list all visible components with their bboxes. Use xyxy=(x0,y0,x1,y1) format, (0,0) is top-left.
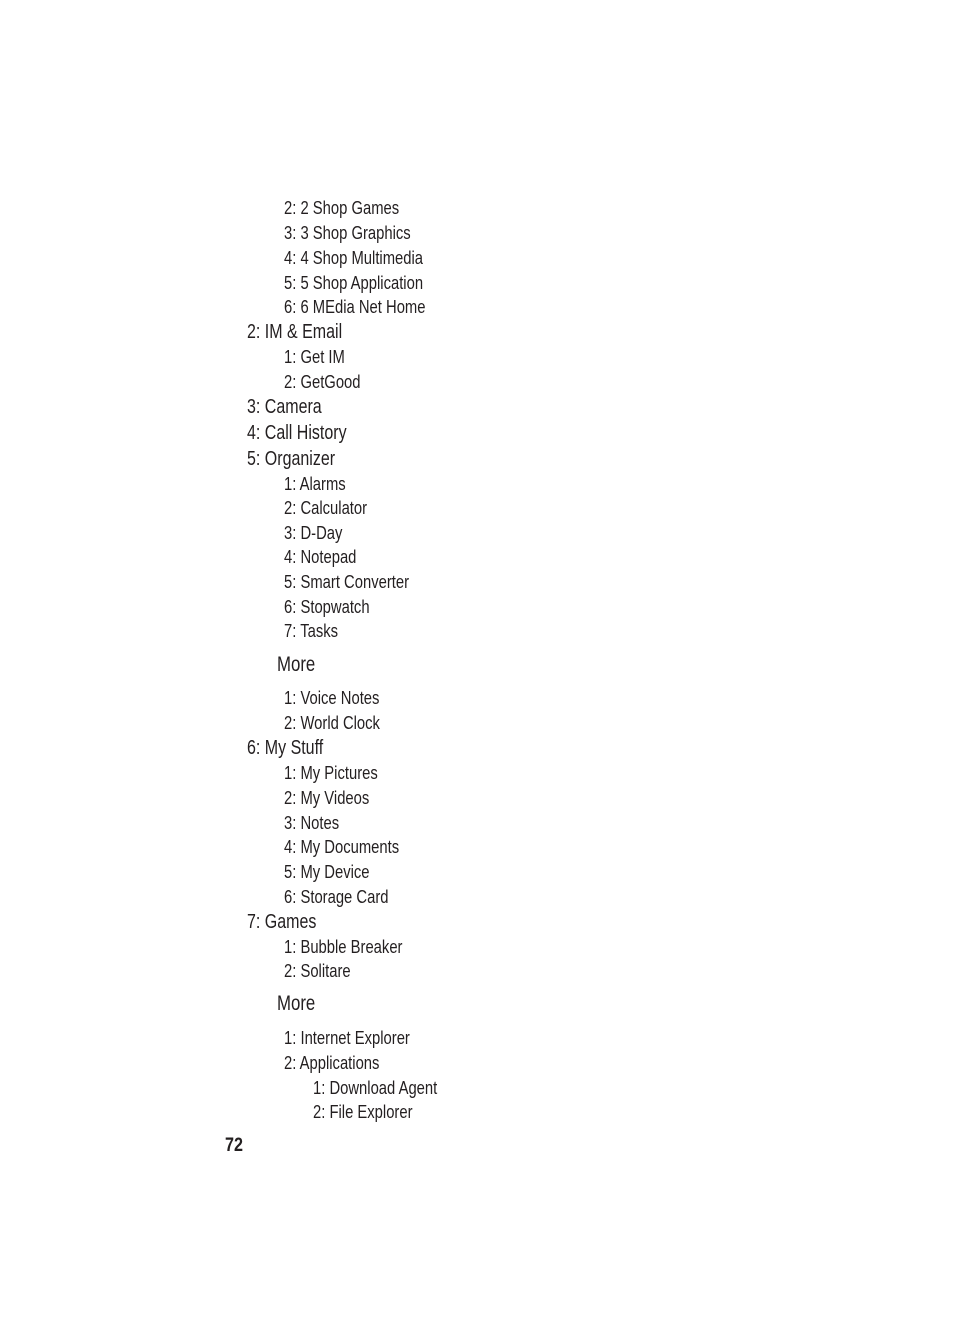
menu-item: 7: Games xyxy=(247,911,317,933)
menu-item: 3: 3 Shop Graphics xyxy=(284,222,411,243)
menu-item: 2: GetGood xyxy=(284,371,361,392)
menu-item: 2: Solitare xyxy=(284,960,351,981)
menu-item: 2: 2 Shop Games xyxy=(284,197,400,218)
more-heading: More xyxy=(277,992,316,1015)
menu-item: 1: Voice Notes xyxy=(284,687,380,708)
menu-item: 1: Bubble Breaker xyxy=(284,936,403,957)
menu-item: 3: Notes xyxy=(284,812,340,833)
menu-item: 4: Call History xyxy=(247,422,347,444)
menu-item: 5: My Device xyxy=(284,861,370,882)
menu-item: 6: Stopwatch xyxy=(284,596,370,617)
menu-item: 1: My Pictures xyxy=(284,762,378,783)
menu-item: 1: Alarms xyxy=(284,473,346,494)
menu-item: 4: My Documents xyxy=(284,836,400,857)
menu-item: 5: Smart Converter xyxy=(284,571,410,592)
menu-item: 2: My Videos xyxy=(284,787,370,808)
menu-item: 2: Applications xyxy=(284,1052,380,1073)
menu-item: 3: Camera xyxy=(247,396,322,418)
menu-item: 1: Download Agent xyxy=(313,1077,438,1098)
menu-item: 3: D-Day xyxy=(284,522,343,543)
menu-item: 4: 4 Shop Multimedia xyxy=(284,247,424,268)
more-heading: More xyxy=(277,653,316,676)
menu-item: 1: Internet Explorer xyxy=(284,1027,410,1048)
menu-item: 6: 6 MEdia Net Home xyxy=(284,296,426,317)
menu-item: 4: Notepad xyxy=(284,546,357,567)
menu-item: 2: World Clock xyxy=(284,712,380,733)
menu-item: 2: Calculator xyxy=(284,497,368,518)
menu-item: 7: Tasks xyxy=(284,620,339,641)
menu-item: 2: IM & Email xyxy=(247,321,343,343)
menu-item: 5: 5 Shop Application xyxy=(284,272,424,293)
menu-item: 1: Get IM xyxy=(284,346,345,367)
menu-item: 6: My Stuff xyxy=(247,737,324,759)
page-number: 72 xyxy=(225,1135,243,1156)
menu-item: 2: File Explorer xyxy=(313,1101,413,1122)
menu-item: 5: Organizer xyxy=(247,448,336,470)
menu-item: 6: Storage Card xyxy=(284,886,389,907)
